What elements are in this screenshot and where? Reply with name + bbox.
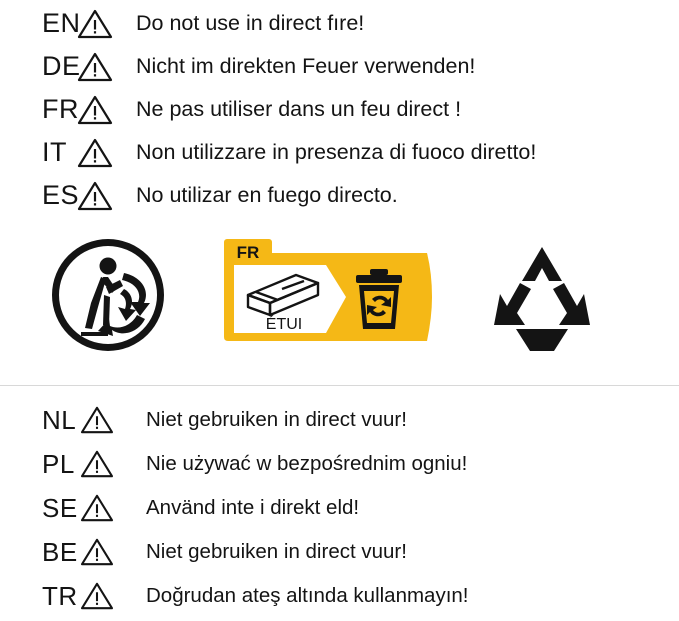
- lower-warning-list: [0, 398, 679, 618]
- warning-text: Nicht im direkten Feuer verwenden!: [136, 54, 476, 78]
- table-row: [0, 45, 679, 88]
- table-row: [0, 398, 679, 442]
- language-code: IT: [42, 137, 67, 167]
- warning-text: Använd inte i direkt eld!: [146, 496, 360, 519]
- language-code: DE: [42, 51, 81, 81]
- warning-triangle-icon: [64, 449, 130, 479]
- tidyman-icon: [46, 233, 174, 362]
- warning-triangle-icon: [64, 493, 130, 523]
- svg-text:ÉTUI: ÉTUI: [265, 316, 303, 333]
- upper-warning-list: [0, 0, 679, 217]
- language-code: SE: [42, 492, 78, 523]
- triman-sorting-icon: [222, 237, 437, 367]
- warning-text: Doğrudan ateş altında kullanmayın!: [146, 584, 469, 607]
- warning-triangle-icon: [64, 51, 126, 83]
- language-code: TR: [42, 580, 78, 611]
- table-row: [0, 88, 679, 131]
- warning-text: Nie używać w bezpośrednim ogniu!: [146, 452, 468, 475]
- warning-triangle-icon: [64, 537, 130, 567]
- language-code: ES: [42, 180, 80, 210]
- warning-text: No utilizar en fuego directo.: [136, 183, 398, 207]
- warning-text: Non utilizzare in presenza di fuoco diretto!: [136, 140, 537, 164]
- table-row: [0, 442, 679, 486]
- language-code: NL: [42, 404, 77, 435]
- table-row: [0, 131, 679, 174]
- warning-text: Do not use in direct fıre!: [136, 11, 365, 35]
- warning-triangle-icon: [64, 180, 126, 212]
- warning-triangle-icon: [64, 405, 130, 435]
- warning-triangle-icon: [64, 8, 126, 40]
- section-divider: [0, 385, 679, 386]
- language-code: EN: [42, 8, 81, 38]
- svg-text:FR: FR: [236, 243, 260, 262]
- warning-triangle-icon: [64, 137, 126, 169]
- mobius-loop-recycling-icon: [486, 243, 598, 358]
- warning-text: Niet gebruiken in direct vuur!: [146, 540, 407, 563]
- table-row: [0, 174, 679, 217]
- language-code: BE: [42, 536, 78, 567]
- warning-triangle-icon: [64, 94, 126, 126]
- table-row: [0, 2, 679, 45]
- language-code: FR: [42, 94, 79, 124]
- warning-text: Niet gebruiken in direct vuur!: [146, 408, 407, 431]
- table-row: [0, 486, 679, 530]
- language-code: PL: [42, 448, 75, 479]
- table-row: [0, 530, 679, 574]
- warning-triangle-icon: [64, 581, 130, 611]
- warning-text: Ne pas utiliser dans un feu direct !: [136, 97, 462, 121]
- table-row: [0, 574, 679, 618]
- recycling-icon-band: [0, 225, 679, 375]
